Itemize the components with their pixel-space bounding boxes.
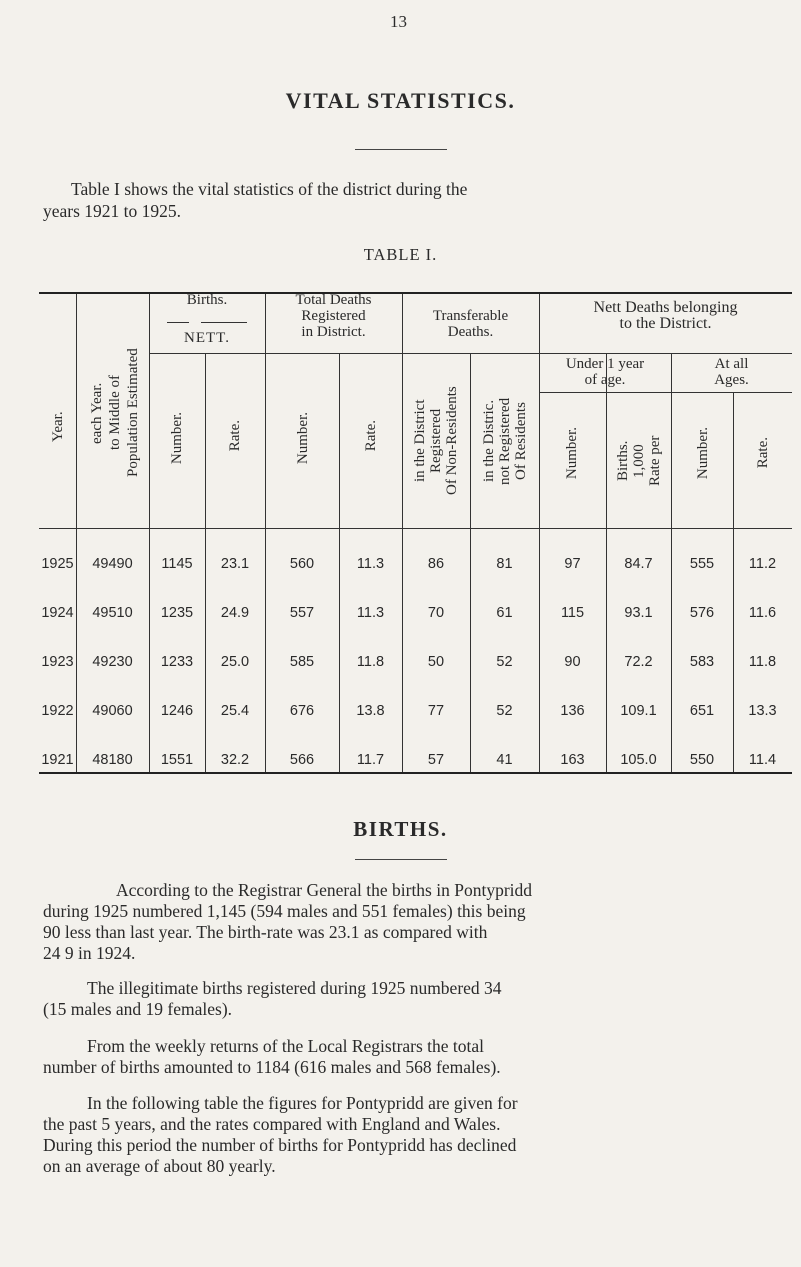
intro-line-1: Table I shows the vital statistics of the district during the bbox=[71, 179, 468, 199]
p2-line-1: The illegitimate births registered during 1925 numbered 34 bbox=[87, 978, 502, 998]
cell-births-number: 1233 bbox=[160, 654, 194, 670]
header-nett-deaths: Nett Deaths belonging to the District. bbox=[593, 299, 738, 332]
p4-line-1: In the following table the figures for Pontypridd are given for bbox=[87, 1093, 518, 1113]
cell-under1-rate: 72.2 bbox=[624, 654, 653, 670]
cell-year: 1924 bbox=[41, 605, 74, 621]
p4-line-3: During this period the number of births for Pontypridd has declined bbox=[43, 1135, 517, 1155]
cell-non-residents: 70 bbox=[427, 605, 445, 621]
cell-year: 1922 bbox=[41, 703, 74, 719]
cell-residents: 52 bbox=[496, 654, 513, 670]
cell-under1-number: 115 bbox=[560, 605, 585, 621]
cell-residents: 52 bbox=[496, 703, 513, 719]
p1-line-4: 24 9 in 1924. bbox=[43, 943, 136, 963]
intro-line-2: years 1921 to 1925. bbox=[43, 201, 182, 221]
cell-population: 49230 bbox=[92, 654, 133, 670]
header-total-deaths: Total Deaths Registered in District. bbox=[295, 292, 372, 340]
header-non-residents: Of Non-Residents Registered in the District bbox=[412, 386, 460, 496]
cell-residents: 81 bbox=[496, 556, 513, 572]
cell-under1-rate: 93.1 bbox=[624, 605, 653, 621]
births-underline bbox=[355, 859, 447, 860]
cell-all-rate: 13.3 bbox=[748, 703, 777, 719]
cell-population: 49490 bbox=[92, 556, 133, 572]
cell-under1-number: 97 bbox=[564, 556, 581, 572]
cell-deaths-number: 560 bbox=[289, 556, 315, 572]
cell-births-rate: 24.9 bbox=[220, 605, 250, 621]
cell-non-residents: 50 bbox=[427, 654, 445, 670]
cell-all-rate: 11.2 bbox=[748, 556, 777, 572]
header-transferable: Transferable Deaths. bbox=[432, 308, 509, 340]
cell-residents: 41 bbox=[496, 752, 513, 768]
cell-under1-number: 136 bbox=[560, 703, 585, 719]
cell-deaths-number: 566 bbox=[289, 752, 315, 768]
cell-births-rate: 23.1 bbox=[220, 556, 250, 572]
header-residents-not-registered: Of Residents not Registered in the Distric. bbox=[480, 397, 529, 485]
vital-statistics-table bbox=[39, 292, 792, 774]
title-underline bbox=[355, 149, 447, 150]
header-deaths-number: Number. bbox=[295, 412, 311, 465]
cell-all-number: 576 bbox=[689, 605, 715, 621]
cell-population: 48180 bbox=[92, 752, 133, 768]
header-population: Population Estimated to Middle of each Year. bbox=[89, 348, 141, 478]
page-title: VITAL STATISTICS. bbox=[285, 88, 516, 113]
cell-residents: 61 bbox=[496, 605, 513, 621]
header-births-rate: Rate. bbox=[227, 420, 243, 452]
header-year: Year. bbox=[50, 411, 66, 443]
table-title: TABLE I. bbox=[363, 245, 438, 264]
cell-all-number: 555 bbox=[689, 556, 715, 572]
header-rate-per-1000: Rate per 1,000 Births. bbox=[615, 435, 663, 487]
cell-births-rate: 32.2 bbox=[220, 752, 250, 768]
header-all-rate: Rate. bbox=[755, 437, 771, 469]
cell-deaths-rate: 13.8 bbox=[356, 703, 385, 719]
cell-non-residents: 77 bbox=[427, 703, 445, 719]
p3-line-1: From the weekly returns of the Local Registrars the total bbox=[87, 1036, 485, 1056]
cell-all-rate: 11.6 bbox=[748, 605, 777, 621]
cell-all-rate: 11.8 bbox=[748, 654, 777, 670]
cell-births-number: 1235 bbox=[160, 605, 194, 621]
p1-line-1: According to the Registrar General the births in Pontypridd bbox=[116, 880, 533, 900]
page-number: 13 bbox=[390, 12, 407, 31]
cell-year: 1923 bbox=[41, 654, 74, 670]
p4-line-4: on an average of about 80 yearly. bbox=[43, 1156, 276, 1176]
cell-year: 1921 bbox=[41, 752, 74, 768]
header-births-number: Number. bbox=[169, 412, 185, 465]
cell-births-number: 1145 bbox=[161, 556, 193, 572]
cell-all-rate: 11.4 bbox=[748, 752, 777, 768]
births-title: BIRTHS. bbox=[353, 817, 448, 841]
cell-all-number: 651 bbox=[689, 703, 715, 719]
table-bottom-rule bbox=[39, 772, 792, 774]
header-under1-number: Number. bbox=[564, 427, 580, 480]
cell-year: 1925 bbox=[41, 556, 74, 572]
cell-births-number: 1551 bbox=[160, 752, 194, 768]
header-all-ages: At all Ages. bbox=[714, 356, 749, 388]
p4-line-2: the past 5 years, and the rates compared with England and Wales. bbox=[43, 1114, 501, 1134]
p3-line-2: number of births amounted to 1184 (616 males and 568 females). bbox=[43, 1057, 501, 1077]
cell-under1-number: 163 bbox=[560, 752, 585, 768]
cell-births-rate: 25.4 bbox=[220, 703, 250, 719]
cell-births-number: 1246 bbox=[160, 703, 194, 719]
cell-under1-rate: 84.7 bbox=[624, 556, 653, 572]
cell-under1-rate: 105.0 bbox=[620, 752, 657, 768]
cell-deaths-number: 585 bbox=[289, 654, 315, 670]
header-under-1-year: Under 1 year of age. bbox=[565, 356, 645, 388]
cell-population: 49510 bbox=[92, 605, 133, 621]
cell-deaths-number: 676 bbox=[289, 703, 315, 719]
cell-deaths-rate: 11.7 bbox=[356, 752, 385, 768]
p1-line-2: during 1925 numbered 1,145 (594 males and 551 females) this being bbox=[43, 901, 526, 921]
cell-population: 49060 bbox=[92, 703, 133, 719]
header-births: Births. bbox=[186, 292, 228, 308]
header-all-number: Number. bbox=[695, 427, 711, 480]
cell-non-residents: 57 bbox=[427, 752, 445, 768]
cell-deaths-number: 557 bbox=[289, 605, 315, 621]
p1-line-3: 90 less than last year. The birth-rate was 23.1 as compared with bbox=[43, 922, 488, 942]
cell-all-number: 583 bbox=[689, 654, 715, 670]
cell-all-number: 550 bbox=[689, 752, 715, 768]
header-nett: NETT. bbox=[184, 330, 230, 346]
cell-births-rate: 25.0 bbox=[220, 654, 250, 670]
cell-deaths-rate: 11.3 bbox=[356, 556, 385, 572]
cell-non-residents: 86 bbox=[427, 556, 445, 572]
cell-deaths-rate: 11.3 bbox=[356, 605, 385, 621]
cell-deaths-rate: 11.8 bbox=[356, 654, 385, 670]
p2-line-2: (15 males and 19 females). bbox=[43, 999, 233, 1019]
cell-under1-number: 90 bbox=[564, 654, 581, 670]
cell-under1-rate: 109.1 bbox=[620, 703, 657, 719]
header-deaths-rate: Rate. bbox=[363, 420, 379, 452]
